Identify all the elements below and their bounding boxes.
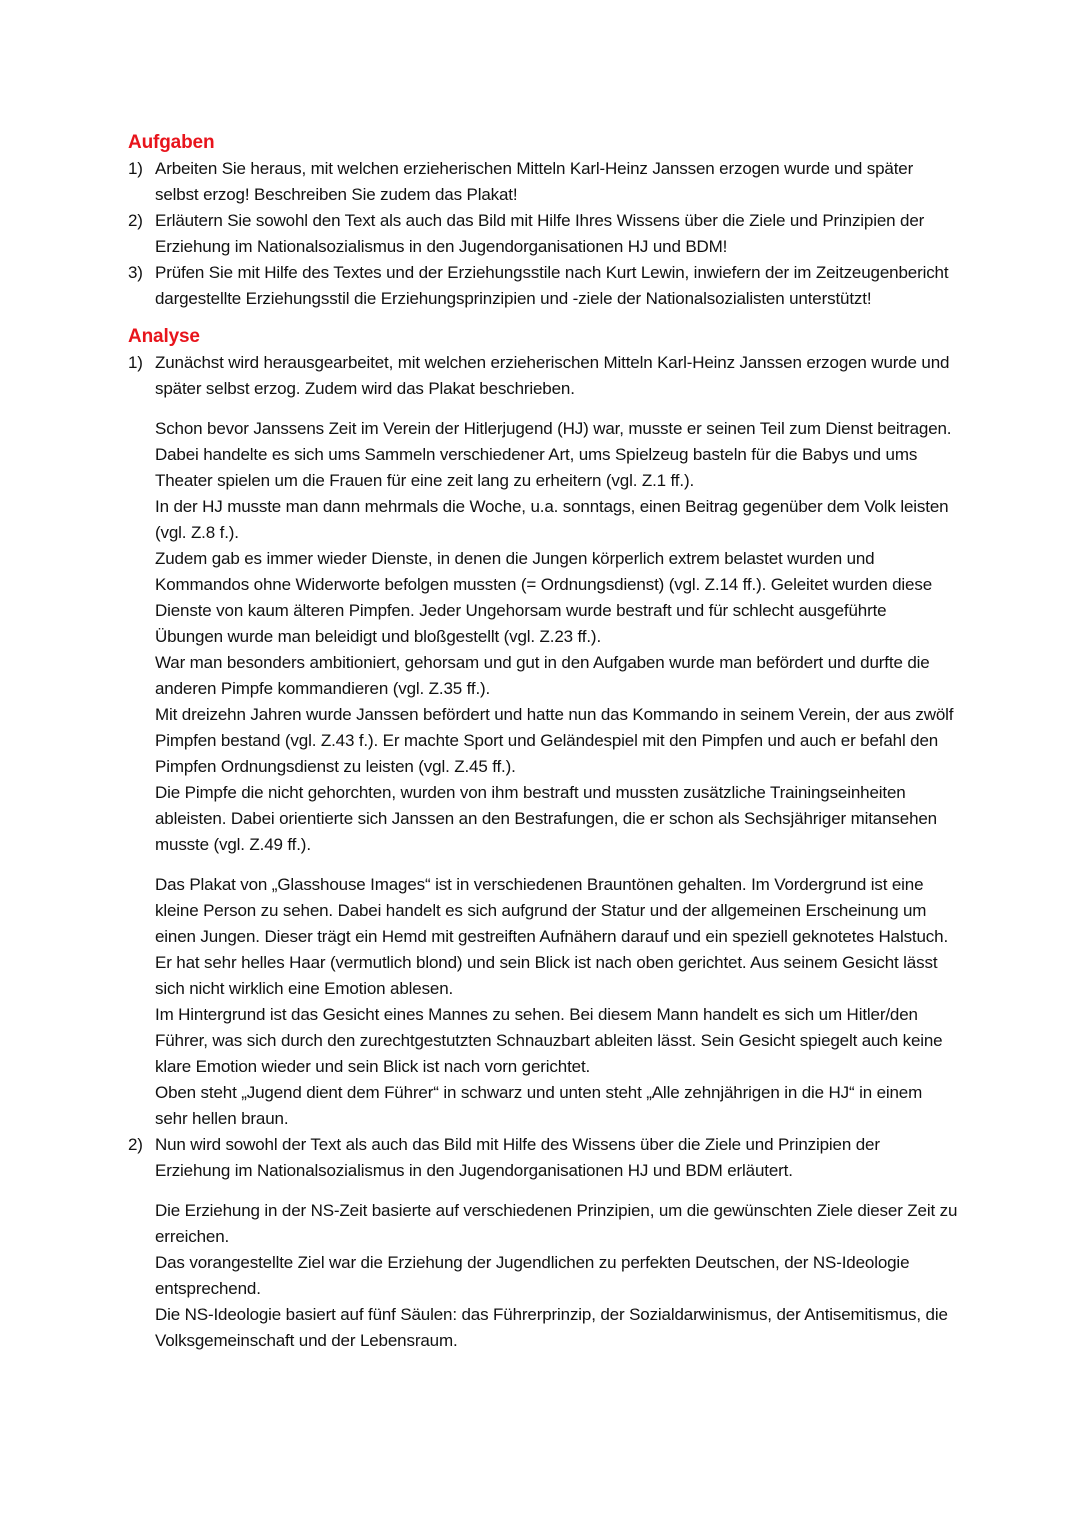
aufgabe-item: [128, 260, 958, 312]
aufgabe-item: [128, 156, 958, 208]
analyse-list: [128, 350, 958, 402]
paragraph: Die NS-Ideologie basiert auf fünf Säulen: das Führerprinzip, der Sozialdarwinismus, der Antisemitismus, die Volksgemeinschaft und der Lebensraum.: [155, 1305, 948, 1350]
aufgabe-item: [128, 208, 958, 260]
document-page: [128, 130, 958, 1354]
item-text: Erläutern Sie sowohl den Text als auch das Bild mit Hilfe Ihres Wissens über die Ziele und Prinzipien der Erziehung im Nationalsozialismus in den Jugendorganisationen HJ und BDM!: [155, 211, 925, 256]
section-1-paragraphs-a: [128, 416, 958, 858]
section-intro: Zunächst wird herausgearbeitet, mit welchen erzieherischen Mitteln Karl-Heinz Janssen erzogen wurde und später selbst erzog. Zudem wird das Plakat beschrieben.: [155, 353, 950, 398]
section-2-paragraphs: [128, 1198, 958, 1354]
aufgaben-list: [128, 156, 958, 312]
paragraph: Oben steht „Jugend dient dem Führer“ in schwarz und unten steht „Alle zehnjährigen in die HJ“ in einem sehr hellen braun.: [155, 1083, 923, 1128]
section-1-paragraphs-b: [128, 872, 958, 1132]
item-number: 3): [128, 263, 143, 282]
heading-analyse: Analyse: [128, 326, 200, 347]
paragraph: Das Plakat von „Glasshouse Images“ ist in verschiedenen Brauntönen gehalten. Im Vordergrund ist eine kleine Person zu sehen. Dabei handelt es sich aufgrund der Statur und der allgemeinen Erscheinung um einen Jungen. Dieser trägt ein Hemd mit gestreiften Aufnähern darauf und ein speziell geknotetes Halstuch. Er hat sehr helles Haar (vermutlich blond) und sein Blick ist nach oben gerichtet. Aus seinem Gesicht lässt sich nicht wirklich eine Emotion ablesen.: [155, 875, 949, 998]
paragraph: In der HJ musste man dann mehrmals die Woche, u.a. sonntags, einen Beitrag gegenüber dem Volk leisten (vgl. Z.8 f.).: [155, 497, 949, 542]
paragraph: War man besonders ambitioniert, gehorsam und gut in den Aufgaben wurde man befördert und durfte die anderen Pimpfe kommandieren (vgl. Z.35 ff.).: [155, 653, 930, 698]
paragraph: Zudem gab es immer wieder Dienste, in denen die Jungen körperlich extrem belastet wurden und Kommandos ohne Widerworte befolgen mussten (= Ordnungsdienst) (vgl. Z.14 ff.). Geleitet wurden diese Dienste von kaum älteren Pimpfen. Jeder Ungehorsam wurde bestraft und für schlecht ausgeführte Übungen wurde man beleidigt und bloßgestellt (vgl. Z.23 ff.).: [155, 549, 933, 646]
paragraph: Im Hintergrund ist das Gesicht eines Mannes zu sehen. Bei diesem Mann handelt es sich um Hitler/den Führer, was sich durch den zurechtgestutzten Schnauzbart ableiten lässt. Sein Gesicht spiegelt auch keine klare Emotion wieder und sein Blick ist nach vorn gerichtet.: [155, 1005, 943, 1076]
paragraph: Schon bevor Janssens Zeit im Verein der Hitlerjugend (HJ) war, musste er seinen Teil zum Dienst beitragen. Dabei handelte es sich ums Sammeln verschiedener Art, ums Spielzeug basteln für die Babys und ums Theater spielen um die Frauen für eine zeit lang zu erheitern (vgl. Z.1 ff.).: [155, 419, 952, 490]
paragraph: Mit dreizehn Jahren wurde Janssen befördert und hatte nun das Kommando in seinem Verein, der aus zwölf Pimpfen bestand (vgl. Z.43 f.). Er machte Sport und Geländespiel mit den Pimpfen und auch er befahl den Pimpfen Ordnungsdienst zu leisten (vgl. Z.45 ff.).: [155, 705, 954, 776]
paragraph: Die Erziehung in der NS-Zeit basierte auf verschiedenen Prinzipien, um die gewünschten Ziele dieser Zeit zu erreichen.: [155, 1201, 958, 1246]
section-intro: Nun wird sowohl der Text als auch das Bild mit Hilfe des Wissens über die Ziele und Prinzipien der Erziehung im Nationalsozialismus in den Jugendorganisationen HJ und BDM erläutert.: [155, 1135, 880, 1180]
analyse-section-2: [128, 1132, 958, 1184]
paragraph: Die Pimpfe die nicht gehorchten, wurden von ihm bestraft und mussten zusätzliche Trainingseinheiten ableisten. Dabei orientierte sich Janssen an den Bestrafungen, die er schon als Sechsjähriger mitansehen musste (vgl. Z.49 ff.).: [155, 783, 937, 854]
item-text: Prüfen Sie mit Hilfe des Textes und der Erziehungsstile nach Kurt Lewin, inwiefern der im Zeitzeugenbericht dargestellte Erziehungsstil die Erziehungsprinzipien und -ziele der Nationalsozialisten unterstützt!: [155, 263, 949, 308]
item-number: 1): [128, 159, 143, 178]
analyse-section-1: [128, 350, 958, 402]
analyse-list-2: [128, 1132, 958, 1184]
paragraph: Das vorangestellte Ziel war die Erziehung der Jugendlichen zu perfekten Deutschen, der NS-Ideologie entsprechend.: [155, 1253, 910, 1298]
item-number: 2): [128, 211, 143, 230]
item-number: 2): [128, 1135, 143, 1154]
heading-aufgaben: Aufgaben: [128, 132, 215, 153]
item-number: 1): [128, 353, 143, 372]
item-text: Arbeiten Sie heraus, mit welchen erzieherischen Mitteln Karl-Heinz Janssen erzogen wurde und später selbst erzog! Beschreiben Sie zudem das Plakat!: [155, 159, 914, 204]
